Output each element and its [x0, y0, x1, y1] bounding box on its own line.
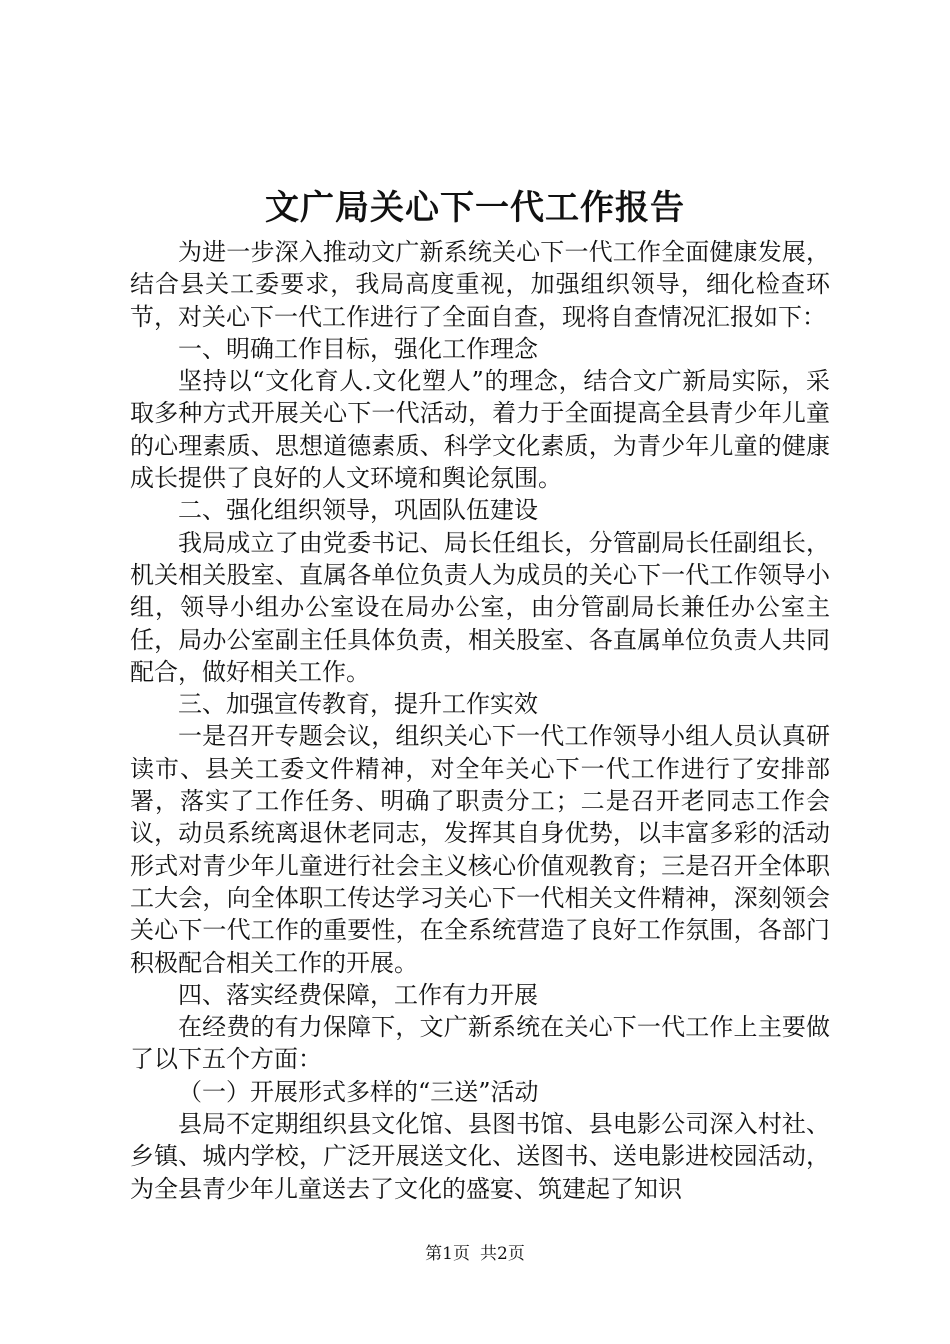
paragraph-subsection-1: 县局不定期组织县文化馆、县图书馆、县电影公司深入村社、乡镇、城内学校，广泛开展送文化、送图书、送电影进校园活动，为全县青少年儿童送去了文化的盛宴、筑建起了知识: [130, 1110, 830, 1203]
document-title: 文广局关心下一代工作报告: [265, 188, 685, 228]
paragraph-section-1: 坚持以“文化育人.文化塑人”的理念，结合文广新局实际，采取多种方式开展关心下一代活动，着力于全面提高全县青少年儿童的心理素质、思想道德素质、科学文化素质，为青少年儿童的健康成长提供了良好的人文环境和舆论氛围。: [130, 367, 830, 493]
page-number: 第1页: [425, 1244, 470, 1264]
document-body: [130, 236, 830, 1205]
page-total: 共2页: [480, 1244, 525, 1264]
paragraph-section-2: 我局成立了由党委书记、局长任组长，分管副局长任副组长，机关相关股室、直属各单位负责人为成员的关心下一代工作领导小组，领导小组办公室设在局办公室，由分管副局长兼任办公室主任，局办公室副主任具体负责，相关股室、各直属单位负责人共同配合，做好相关工作。: [130, 528, 830, 686]
section-heading-4: 四、落实经费保障，工作有力开展: [178, 980, 538, 1009]
section-heading-1: 一、明确工作目标，强化工作理念: [178, 334, 538, 363]
page-footer: [0, 1242, 950, 1266]
paragraph-section-4: 在经费的有力保障下，文广新系统在关心下一代工作上主要做了以下五个方面：: [130, 1013, 830, 1074]
paragraph-intro: 为进一步深入推动文广新系统关心下一代工作全面健康发展，结合县关工委要求，我局高度重视，加强组织领导，细化检查环节，对关心下一代工作进行了全面自查，现将自查情况汇报如下：: [130, 238, 830, 331]
paragraph-section-3: 一是召开专题会议，组织关心下一代工作领导小组人员认真研读市、县关工委文件精神，对全年关心下一代工作进行了安排部署，落实了工作任务、明确了职责分工；二是召开老同志工作会议，动员系统离退休老同志，发挥其自身优势，以丰富多彩的活动形式对青少年儿童进行社会主义核心价值观教育；三是召开全体职工大会，向全体职工传达学习关心下一代相关文件精神，深刻领会关心下一代工作的重要性，在全系统营造了良好工作氛围，各部门积极配合相关工作的开展。: [130, 722, 830, 977]
section-heading-2: 二、强化组织领导，巩固队伍建设: [178, 496, 538, 525]
section-heading-3: 三、加强宣传教育，提升工作实效: [178, 690, 538, 719]
subsection-heading-1: （一）开展形式多样的“三送”活动: [178, 1077, 539, 1106]
